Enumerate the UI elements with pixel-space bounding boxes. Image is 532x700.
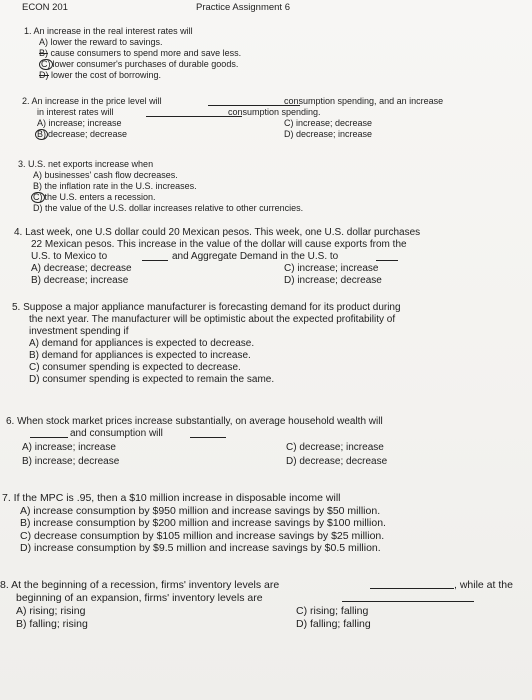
q3-option-a: A) businesses' cash flow decreases.	[33, 170, 178, 180]
q6-option-a: A) increase; increase	[22, 442, 116, 453]
q5-line-2: the next year. The manufacturer will be optimistic about the expected profitability of	[29, 314, 396, 325]
q4-blank-1	[142, 251, 168, 261]
q1-option-b	[24, 48, 241, 59]
q3-option-c-text: the U.S. enters a recession.	[44, 192, 156, 202]
q8-option-d: D) falling; falling	[296, 618, 371, 630]
q1-option-d-text: lower the cost of borrowing.	[48, 70, 162, 80]
q1-mark-b: B)	[39, 48, 48, 58]
q3-option-d: D) the value of the U.S. dollar increases relative to other currencies.	[33, 203, 304, 213]
q7-line-1: 7. If the MPC is .95, then a $10 million increase in disposable income will	[2, 492, 341, 504]
q4-option-b: B) decrease; increase	[31, 275, 129, 286]
q1-circled-answer: C)	[41, 59, 51, 69]
q2-circled-answer: B)	[37, 129, 46, 139]
q2-option-a: A) increase; increase	[37, 118, 122, 128]
q1-option-d	[24, 70, 241, 81]
q8-option-b: B) falling; rising	[16, 618, 88, 630]
question-4	[14, 227, 514, 287]
q7-option-d: D) increase consumption by $9.5 million and increase savings by $0.5 million.	[20, 542, 381, 554]
question-1	[24, 26, 241, 81]
question-7	[2, 492, 386, 555]
q4-line-3-start: U.S. to Mexico to	[31, 251, 108, 262]
q4-option-a: A) decrease; decrease	[31, 263, 132, 274]
q3-option-b: B) the inflation rate in the U.S. increases.	[33, 181, 197, 191]
q7-option-c: C) decrease consumption by $105 million and increase savings by $25 million.	[20, 529, 385, 542]
q6-option-b: B) increase; decrease	[22, 456, 120, 467]
q1-mark-d: D)	[39, 70, 49, 80]
q4-line-2: 22 Mexican pesos. This increase in the value of the dollar will cause exports from the	[31, 239, 407, 250]
q4-line-3-mid: and Aggregate Demand in the U.S. to	[172, 251, 339, 262]
q1-option-c	[24, 59, 241, 70]
q8-line-1-end: , while at the	[454, 579, 513, 591]
q2-line2-start: in interest rates will	[37, 107, 114, 117]
q2-option-b	[35, 129, 127, 140]
q1-option-b-text: cause consumers to spend more and save less.	[48, 48, 242, 58]
q3-circled-answer: C)	[33, 192, 43, 202]
q2-option-b-text: decrease; decrease	[48, 129, 128, 139]
question-3-stem: 3. U.S. net exports increase when	[18, 159, 154, 169]
q2-line1-start: 2. An increase in the price level will	[22, 96, 162, 106]
q2-option-c: C) increase; decrease	[284, 118, 373, 128]
question-6	[6, 416, 506, 468]
q4-option-c: C) increase; increase	[284, 263, 379, 274]
question-1-stem: 1. An increase in the real interest rates will	[24, 26, 193, 36]
q8-blank-1	[370, 579, 454, 589]
q6-line-1: 6. When stock market prices increase substantially, on average household wealth will	[6, 416, 383, 427]
q1-option-c-text: lower consumer's purchases of durable goods.	[52, 59, 239, 69]
q6-option-c: C) decrease; increase	[286, 442, 384, 453]
q5-option-a: A) demand for appliances is expected to decrease.	[29, 338, 255, 349]
q2-option-d: D) decrease; increase	[284, 129, 373, 139]
q8-blank-2	[342, 592, 474, 602]
q8-option-a: A) rising; rising	[16, 605, 86, 617]
q7-option-a: A) increase consumption by $950 million and increase savings by $50 million.	[20, 504, 381, 517]
q6-line-2: and consumption will	[70, 428, 163, 439]
q5-option-b: B) demand for appliances is expected to increase.	[29, 350, 251, 361]
q7-option-b: B) increase consumption by $200 million and increase savings by $100 million.	[20, 517, 386, 529]
q3-option-c	[18, 192, 303, 203]
assignment-title: Practice Assignment 6	[196, 2, 290, 13]
question-3	[18, 159, 303, 214]
q8-line-1-start: 8. At the beginning of a recession, firms' inventory levels are	[0, 579, 280, 591]
q4-option-d: D) increase; decrease	[284, 275, 382, 286]
q6-option-d: D) decrease; decrease	[286, 456, 388, 467]
q4-blank-2	[376, 251, 398, 261]
q8-line-2: beginning of an expansion, firms' inventory levels are	[16, 592, 263, 604]
question-8	[0, 579, 532, 631]
q2-line1-end: consumption spending, and an increase	[284, 96, 444, 106]
q6-blank-1	[30, 428, 68, 438]
q6-blank-2	[190, 428, 226, 438]
q5-option-d: D) consumer spending is expected to remain the same.	[29, 374, 275, 385]
q8-option-c: C) rising; falling	[296, 605, 369, 617]
q4-line-1: 4. Last week, one U.S dollar could 20 Mexican pesos. This week, one U.S. dollar purchases	[14, 227, 421, 238]
question-2	[22, 96, 502, 140]
q5-line-1: 5. Suppose a major appliance manufacturer is forecasting demand for its product during	[12, 302, 401, 313]
q1-option-a: A) lower the reward to savings.	[39, 37, 163, 47]
q5-line-3: investment spending if	[29, 326, 129, 337]
q5-option-c: C) consumer spending is expected to decrease.	[29, 362, 241, 373]
course-code: ECON 201	[22, 2, 68, 13]
question-5	[12, 302, 401, 386]
q2-line2-end: consumption spending.	[228, 107, 321, 117]
